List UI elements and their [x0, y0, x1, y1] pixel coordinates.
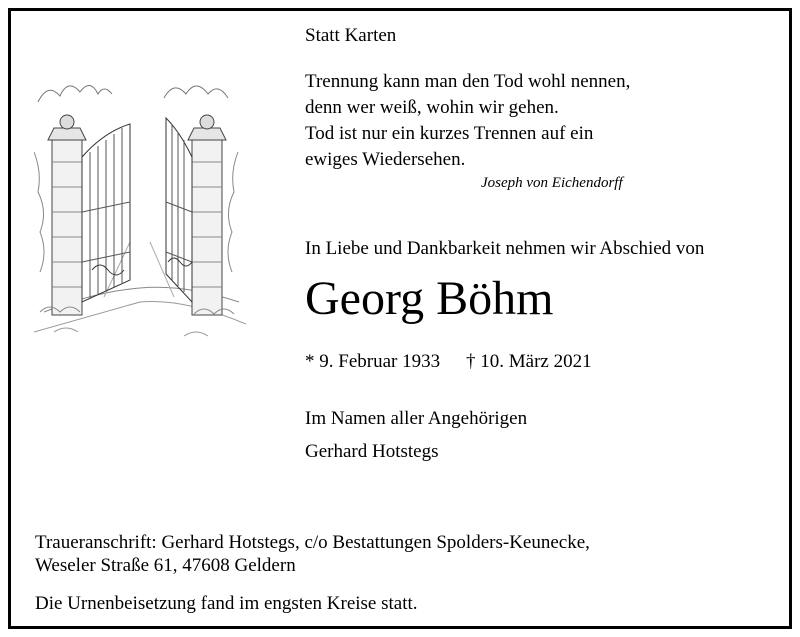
- poem-line: ewiges Wiedersehen.: [305, 149, 466, 170]
- mourner-name: Gerhard Hotstegs: [305, 441, 439, 462]
- poem-line: Tod ist nur ein kurzes Trennen auf ein: [305, 123, 594, 144]
- poem-line: denn wer weiß, wohin wir gehen.: [305, 97, 559, 118]
- notice-text: Die Urnenbeisetzung fand im engsten Kreise statt.: [35, 593, 418, 614]
- intro-text: In Liebe und Dankbarkeit nehmen wir Abschied von: [305, 238, 705, 259]
- header-text: Statt Karten: [305, 25, 397, 46]
- poem-line: Trennung kann man den Tod wohl nennen,: [305, 71, 631, 92]
- birth-date: * 9. Februar 1933: [305, 351, 441, 372]
- poem: [305, 69, 630, 173]
- on-behalf-text: Im Namen aller Angehörigen: [305, 408, 528, 429]
- deceased-name: Georg Böhm: [305, 272, 554, 325]
- address-line: Traueranschrift: Gerhard Hotstegs, c/o Bestattungen Spolders-Keunecke,: [35, 532, 590, 553]
- garden-gate-icon: [34, 62, 246, 344]
- poem-author: Joseph von Eichendorff: [481, 175, 623, 191]
- address-line: Weseler Straße 61, 47608 Geldern: [35, 555, 296, 576]
- death-date: † 10. März 2021: [466, 351, 592, 372]
